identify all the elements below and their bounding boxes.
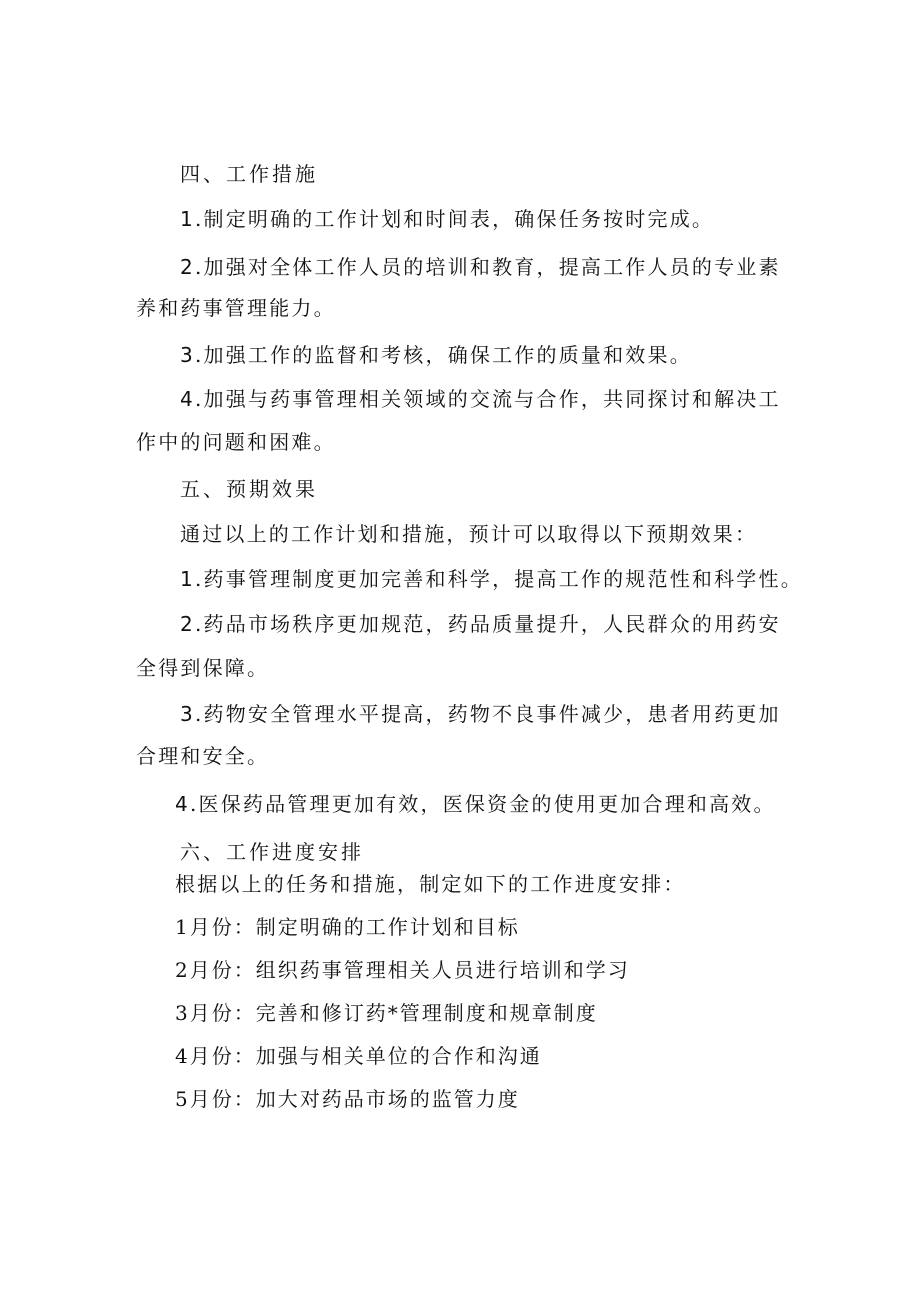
schedule-row — [175, 1085, 520, 1113]
schedule-month: 3月份： — [175, 1001, 256, 1025]
list-item — [180, 610, 781, 638]
item-text: .加强对全体工作人员的培训和教育，提高工作人员的专业素 — [194, 255, 781, 279]
schedule-month: 5月份： — [175, 1087, 256, 1111]
list-item — [180, 341, 692, 369]
list-item — [180, 565, 803, 593]
item-continuation: 养和药事管理能力。 — [136, 296, 336, 320]
item-continuation: 合理和安全。 — [136, 744, 270, 768]
schedule-month: 1月份： — [175, 915, 256, 939]
section-intro: 通过以上的工作计划和措施，预计可以取得以下预期效果： — [180, 522, 758, 546]
item-number: 2 — [180, 612, 195, 636]
item-text: .加强工作的监督和考核，确保工作的质量和效果。 — [194, 343, 692, 367]
schedule-row — [175, 956, 630, 984]
list-item — [180, 700, 781, 728]
schedule-task: 组织药事管理相关人员进行培训和学习 — [255, 958, 630, 982]
item-text: .制定明确的工作计划和时间表，确保任务按时完成。 — [194, 207, 715, 231]
list-item — [175, 790, 776, 818]
item-text: .医保药品管理更加有效，医保资金的使用更加合理和高效。 — [189, 792, 776, 816]
item-text: .药事管理制度更加完善和科学，提高工作的规范性和科学性。 — [194, 567, 803, 591]
item-number: 4 — [180, 387, 195, 411]
list-item — [180, 205, 714, 233]
schedule-task: 加强与相关单位的合作和沟通 — [255, 1044, 542, 1068]
list-item — [180, 253, 781, 281]
section-heading: 四、工作措施 — [180, 162, 318, 186]
item-continuation: 作中的问题和困难。 — [136, 430, 336, 454]
item-text: .药物安全管理水平提高，药物不良事件减少，患者用药更加 — [194, 702, 781, 726]
item-number: 3 — [180, 702, 195, 726]
item-number: 1 — [180, 207, 195, 231]
item-text: .加强与药事管理相关领域的交流与合作，共同探讨和解决工 — [194, 387, 781, 411]
schedule-row — [175, 913, 520, 941]
section-heading: 六、工作进度安排 — [180, 840, 364, 864]
schedule-task: 完善和修订药*管理制度和规章制度 — [255, 1001, 598, 1025]
item-number: 4 — [175, 792, 190, 816]
schedule-month: 4月份： — [175, 1044, 256, 1068]
section-intro: 根据以上的任务和措施，制定如下的工作进度安排： — [175, 872, 686, 896]
schedule-task: 制定明确的工作计划和目标 — [255, 915, 520, 939]
section-heading: 五、预期效果 — [180, 477, 318, 501]
item-text: .药品市场秩序更加规范，药品质量提升，人民群众的用药安 — [194, 612, 781, 636]
item-continuation: 全得到保障。 — [136, 656, 270, 680]
schedule-month: 2月份： — [175, 958, 256, 982]
item-number: 1 — [180, 567, 195, 591]
schedule-task: 加大对药品市场的监管力度 — [255, 1087, 520, 1111]
item-number: 3 — [180, 343, 195, 367]
schedule-row — [175, 999, 598, 1027]
schedule-row — [175, 1042, 542, 1070]
item-number: 2 — [180, 255, 195, 279]
list-item — [180, 385, 781, 413]
